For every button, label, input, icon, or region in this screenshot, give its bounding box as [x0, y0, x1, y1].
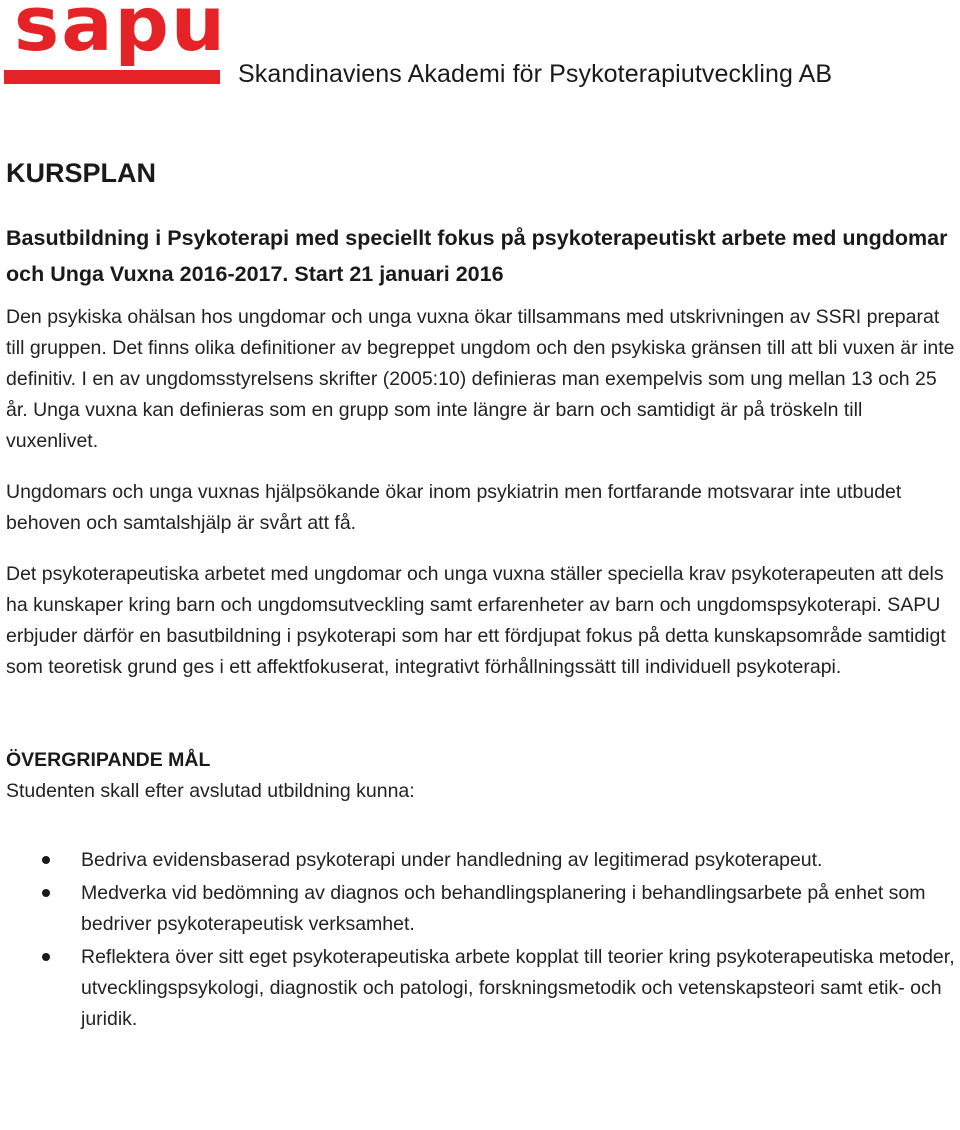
goal-text: Medverka vid bedömning av diagnos och behandlingsplanering i behandlingsarbete på enhet som bedriver psykoterapeutisk verksamhet. [81, 882, 926, 935]
list-item [6, 845, 958, 876]
goal-text: Reflektera över sitt eget psykoterapeutiska arbete kopplat till teorier kring psykoterapeutiska metoder, utvecklingspsykologi, diagnostik och patologi, forskningsmetodik och vetenskapsteori samt etik- och juridik. [81, 946, 955, 1030]
paragraph-offering: Det psykoterapeutiska arbetet med ungdomar och unga vuxna ställer speciella krav psykoterapeuten att dels ha kunskaper kring barn och ungdomsutveckling samt erfarenheter av barn och ungdomspsykoterapi. SAPU erbjuder därför en basutbildning i psykoterapi som har ett fördjupat fokus på detta kunskapsområde samtidigt som teoretisk grund ges i ett affektfokuserat, integrativt förhållningssätt till individuell psykoterapi. [6, 563, 946, 678]
paragraph-help-seeking: Ungdomars och unga vuxnas hjälpsökande ökar inom psykiatrin men fortfarande motsvarar inte utbudet behoven och samtalshjälp är svårt att få. [6, 481, 902, 534]
organization-name: Skandinaviens Akademi för Psykoterapiutveckling AB [238, 60, 833, 88]
list-item [6, 878, 958, 940]
document-body [6, 156, 958, 1037]
logo-wordmark: sapu [14, 0, 228, 68]
bullet-icon [42, 889, 50, 897]
course-subtitle: Basutbildning i Psykoterapi med speciellt fokus på psykoterapeutiskt arbete med ungdomar och Unga Vuxna 2016-2017. Start 21 januari 2016 [6, 226, 948, 286]
goals-list [6, 845, 958, 1035]
sapu-logo [4, 0, 228, 88]
list-item [6, 942, 958, 1035]
document-title: KURSPLAN [6, 158, 157, 188]
paragraph-intro: Den psykiska ohälsan hos ungdomar och unga vuxna ökar tillsammans med utskrivningen av SSRI preparat till gruppen. Det finns olika definitioner av begreppet ungdom och den psykiska gränsen till att bli vuxen är inte definitiv. I en av ungdomsstyrelsens skrifter (2005:10) definieras man exempelvis som ung mellan 13 och 25 år. Unga vuxna kan definieras som en grupp som inte längre är barn och samtidigt är på tröskeln till vuxenlivet. [6, 306, 955, 452]
bullet-icon [42, 856, 50, 864]
bullet-icon [42, 953, 50, 961]
logo-underline-bar [4, 70, 220, 84]
goal-text: Bedriva evidensbaserad psykoterapi under handledning av legitimerad psykoterapeut. [81, 849, 823, 871]
section-heading: ÖVERGRIPANDE MÅL [6, 749, 211, 771]
section-intro: Studenten skall efter avslutad utbildning kunna: [6, 780, 415, 802]
page-header [0, 0, 960, 100]
